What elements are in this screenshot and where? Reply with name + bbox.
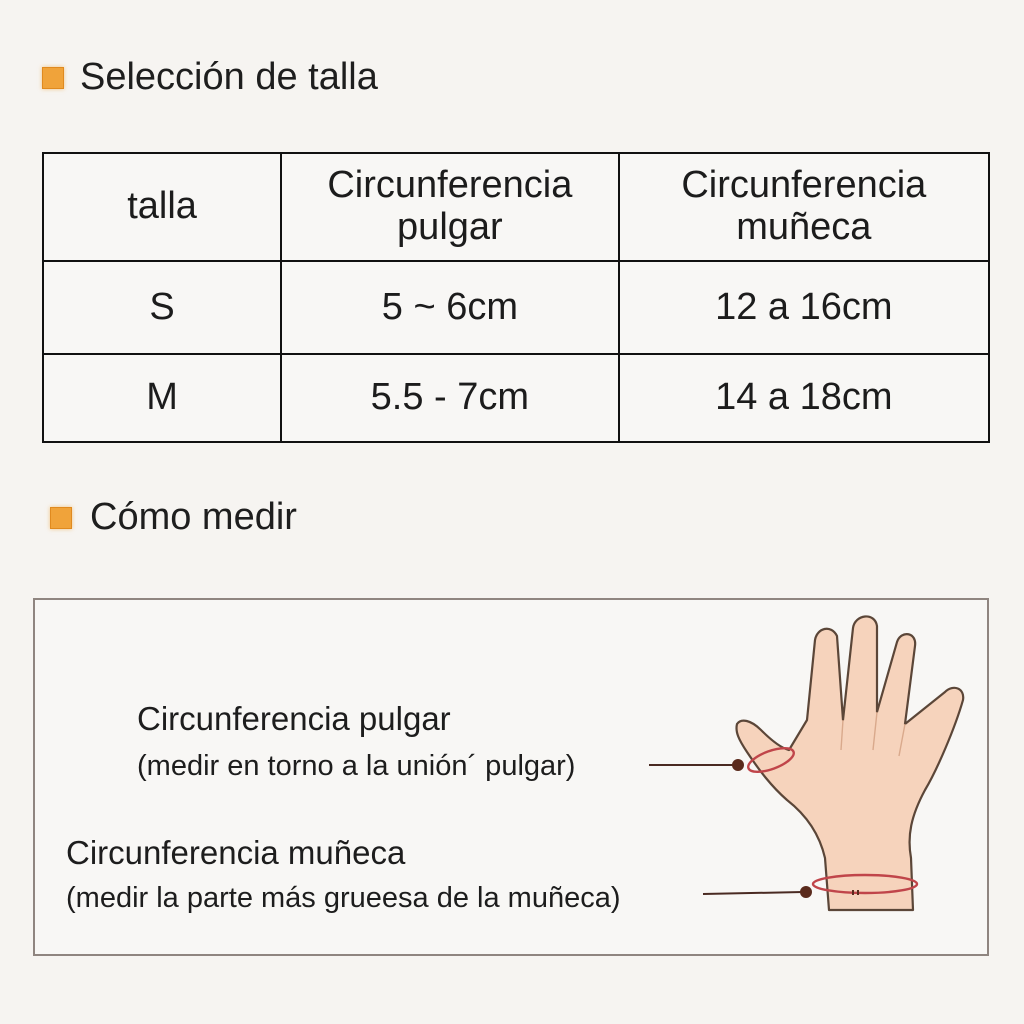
table-row (43, 354, 989, 442)
wrist-measure-note: (medir la parte más grueesa de la muñeca) (66, 882, 621, 914)
thumb-pointer-dot (732, 759, 744, 771)
size-selection-heading (42, 56, 378, 99)
cell-size: M (43, 354, 281, 442)
thumb-measure-note: (medir en torno a la unión´ pulgar) (137, 750, 576, 782)
cell-thumb: 5.5 - 7cm (281, 354, 619, 442)
header-wrist-line1: Circunferencia (681, 164, 927, 207)
header-thumb (281, 153, 619, 261)
thumb-measure-title: Circunferencia pulgar (137, 700, 451, 737)
header-size-label: talla (127, 185, 197, 228)
measure-illustration-box (33, 598, 989, 956)
orange-square-icon (50, 507, 72, 529)
cell-thumb: 5 ~ 6cm (281, 261, 619, 354)
header-size (43, 153, 281, 261)
cell-wrist: 14 a 18cm (619, 354, 989, 442)
wrist-pointer-dot (800, 886, 812, 898)
table-header-row (43, 153, 989, 261)
size-selection-title: Selección de talla (80, 56, 378, 98)
size-table (42, 152, 990, 443)
header-wrist (619, 153, 989, 261)
header-wrist-line2: muñeca (736, 206, 872, 248)
hand-icon (736, 616, 963, 910)
header-thumb-line1: Circunferencia (327, 164, 573, 207)
cell-size: S (43, 261, 281, 354)
cell-wrist: 12 a 16cm (619, 261, 989, 354)
how-to-measure-title: Cómo medir (90, 496, 297, 538)
table-row (43, 261, 989, 354)
how-to-measure-heading (50, 496, 297, 539)
header-thumb-line2: pulgar (397, 206, 503, 248)
wrist-measure-title: Circunferencia muñeca (66, 834, 406, 871)
orange-square-icon (42, 67, 64, 89)
wrist-pointer-line (703, 892, 803, 894)
